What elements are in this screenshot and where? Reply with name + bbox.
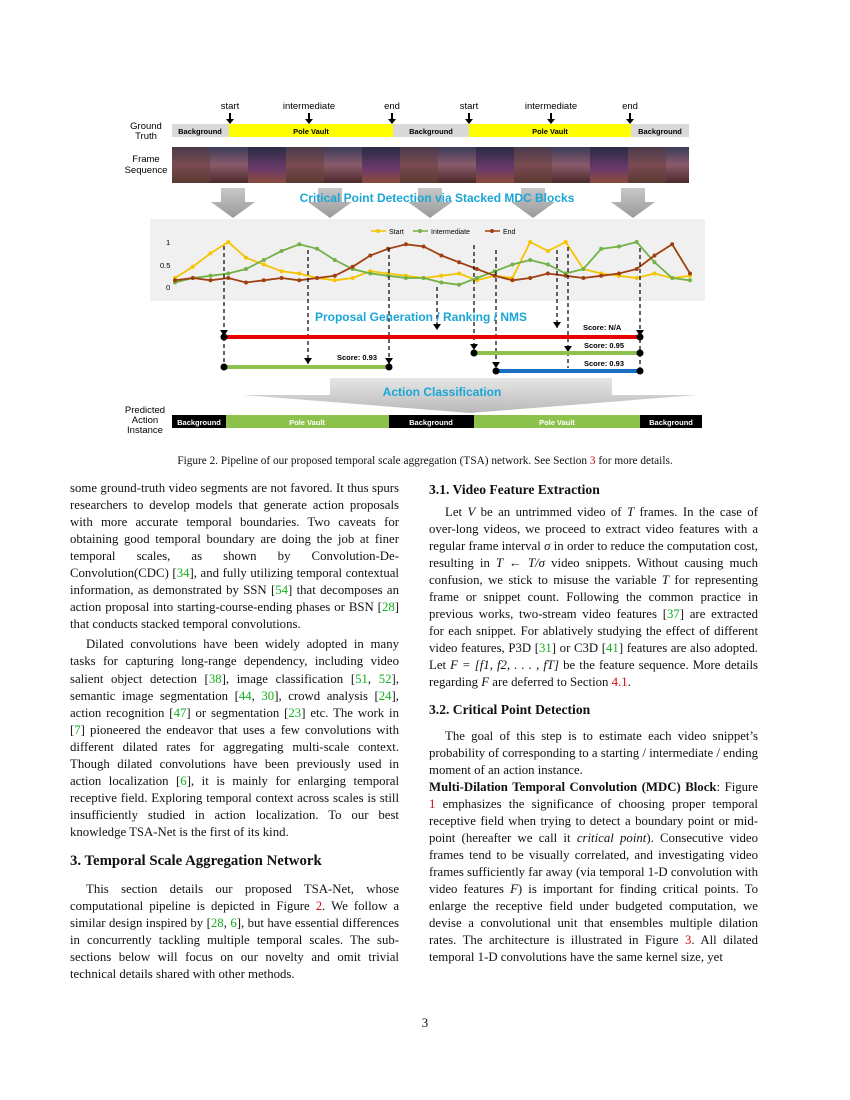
data-point-end [457,260,461,264]
citation-link[interactable]: 38 [208,671,222,686]
data-point-end [670,242,674,246]
data-point-start [209,251,213,255]
data-point-end [244,281,248,285]
data-point-end [404,242,408,246]
proposal-endpoint [637,334,644,341]
data-point-end [688,272,692,276]
pred-label: Pole Vault [539,418,575,427]
data-point-intermediate [422,276,426,280]
down-arrow-icon [470,344,478,350]
page-number: 3 [421,1016,429,1030]
citation-link[interactable]: 34 [176,566,190,581]
pred-label: Pole Vault [289,418,325,427]
video-frame [514,147,552,183]
data-point-end [315,276,319,280]
video-frame [324,147,362,183]
data-point-intermediate [617,245,621,249]
pred-label: Background [177,418,221,427]
data-point-intermediate [244,267,248,271]
data-point-intermediate [510,263,514,267]
video-frame [362,147,400,183]
row-label-action: Action [131,415,159,426]
video-frame [400,147,438,183]
data-point-end [528,276,532,280]
data-point-end [297,278,301,282]
data-point-end [617,272,621,276]
data-point-intermediate [404,276,408,280]
citation-link[interactable]: 7 [74,722,81,737]
down-arrow-icon [547,119,555,124]
citation-link[interactable]: 54 [275,583,289,598]
row-label-instance: Instance [127,425,163,436]
data-point-end [599,274,603,278]
data-point-end [510,278,514,282]
gt-label: Background [638,127,682,136]
proposal-score: Score: 0.93 [584,359,625,368]
data-point-end [226,276,230,280]
data-point-end [333,274,337,278]
y-tick-label: 0.5 [160,261,171,270]
subsection-heading: 3.2. Critical Point Detection [429,701,591,717]
pred-label: Background [649,418,693,427]
video-frame [590,147,628,183]
data-point-start [262,263,266,267]
gt-label: Background [409,127,453,136]
gt-label: Background [178,127,222,136]
data-point-start [280,269,284,273]
data-point-intermediate [581,267,585,271]
citation-link[interactable]: 24 [378,688,392,703]
citation-link[interactable]: 47 [173,705,187,720]
data-point-intermediate [439,281,443,285]
down-arrow-icon [305,119,313,124]
data-point-start [333,278,337,282]
caption-text: Figure 2. Pipeline of our proposed temporal scale aggregation (TSA) network. See Section [177,455,590,467]
data-point-intermediate [599,247,603,251]
data-point-end [439,254,443,258]
connector-arrowheads [220,322,644,368]
data-point-start [653,272,657,276]
video-frame [552,147,590,183]
data-point-intermediate [670,276,674,280]
data-point-intermediate [368,272,372,276]
legend-marker-end [490,229,494,233]
figure-link[interactable]: 1 [429,796,436,811]
data-point-start [244,256,248,260]
data-point-intermediate [333,258,337,262]
marker-label: start [220,101,240,112]
data-point-intermediate [635,240,639,244]
data-point-end [635,267,639,271]
predicted-bar [172,415,702,428]
data-point-end [209,278,213,282]
down-arrow-icon [553,322,561,328]
gray-arrow-icon [211,188,255,218]
down-arrow-icon [626,119,634,124]
paragraph: The goal of this step is to estimate each video snippet’s probability of corresponding to a starting / intermediate / ending moment of an action instance. [429,728,758,777]
video-frame [248,147,286,183]
down-arrow-icon [492,362,500,368]
row-label-predicted: Predicted [124,405,166,416]
citation-link[interactable]: 52 [378,671,392,686]
data-point-start [191,265,195,269]
data-point-start [457,272,461,276]
data-point-intermediate [315,247,319,251]
ground-truth-bar [172,124,689,137]
legend-label: Intermediate [431,229,470,236]
caption-text: for more details. [595,455,673,467]
proposal-endpoint [386,364,393,371]
proposal-score: Score: 0.93 [337,353,378,362]
down-arrow-icon [465,119,473,124]
marker-label: intermediate [524,101,578,112]
down-arrow-icon [433,324,441,330]
data-point-end [191,276,195,280]
data-point-end [564,274,568,278]
down-arrow-icon [226,119,234,124]
paragraph: Multi-Dilation Temporal Convolution (MDC) Block: Figure 1 emphasizes the significance of choosing proper temporal receptive field when trying to detect a boundary point or mid-point (hereafter we call it critical point). Consecutive video frames tend to be visually correlated, and investigating video frames sufficiently far away (via temporal 1-D convolution with video features F) is important for finding critical points. To enlarge the receptive field under budgeted computation, we devise a convolutional unit that ensembles multiple dilation rates. The architecture is illustrated in Figure 3. All dilated temporal 1-D convolutions have the same kernel size, yet [429,779,759,965]
marker-label: end [384,101,400,112]
row-label-truth: Truth [135,131,157,142]
proposal-endpoint [221,364,228,371]
data-point-end [351,265,355,269]
y-tick-label: 1 [166,238,171,247]
figure-caption [70,453,780,469]
data-point-intermediate [653,260,657,264]
figure-link[interactable]: 3 [684,933,692,948]
data-point-end [173,278,177,282]
data-point-end [368,254,372,258]
legend-label: End [503,229,516,236]
proposal-score: Score: 0.95 [584,341,625,350]
video-frame [286,147,324,183]
gt-label: Pole Vault [532,127,568,136]
proposal-endpoint [471,350,478,357]
stage-label-classification: Action Classification [382,385,502,399]
down-arrow-icon [304,358,312,364]
section-heading: 3. Temporal Scale Aggregation Network [70,852,322,869]
data-point-end [280,276,284,280]
citation-link[interactable]: 41 [606,641,619,656]
y-tick-label: 0 [166,283,171,292]
citation-link[interactable]: 30 [261,688,275,703]
down-arrow-icon [388,119,396,124]
data-point-intermediate [209,274,213,278]
stage-label-proposal: Proposal Generation / Ranking / NMS [314,310,528,324]
citation-link[interactable]: 23 [288,705,302,720]
marker-label: start [459,101,479,112]
figure-link[interactable]: 2 [315,899,323,914]
video-frame [628,147,666,183]
data-point-intermediate [546,263,550,267]
video-frame [438,147,476,183]
proposal-endpoint [637,350,644,357]
row-label-sequence: Sequence [124,165,168,176]
legend-label: Start [389,229,404,236]
paragraph: Dilated convolutions have been widely adopted in many tasks for capturing long-range dependency, including video salient object detection [38], image classification [51, 52], semantic image segmentation [44, 30], crowd analysis [24], action recognition [47] or segmentation [23] etc. The work in [7] pioneered the endeavor that uses a few convolutions with different dilated rates for aggregating multi-scale context. Though dilated convolutions have been previously used in action localization [6], it is mainly for enlarging temporal receptive field. Exploring temporal context across scales is still insufficiently studied in action localization. To our best knowledge TSA-Net is the first of its kind. [70,637,400,839]
data-point-end [581,276,585,280]
paragraph: This section details our proposed TSA-Net, whose computational pipeline is depicted in Figure 2. We follow a similar design inspired by [28, 6], but have essential differences in concurrently tackling multiple temporal scales. The sub-sections below will focus on our novelty and omit trivial technical details shared with other methods. [70,881,400,982]
proposals [221,323,644,375]
gt-label: Pole Vault [293,127,329,136]
citation-link[interactable]: 28 [381,600,395,615]
paragraph: some ground-truth video segments are not favored. It thus spurs researchers to develop models that generate action proposals with more accurate temporal boundaries. Two caveats for obtaining good temporal boundary are doing the job at finer temporal scales, as shown by Convolution-De-Convolution(CDC) [34], and fully utilizing temporal contextual information, as demonstrated by SSN [54] that decomposes an action proposal into starting-course-ending phases or BSN [28] that conducts stacked temporal convolutions. [70,481,399,632]
data-point-start [635,276,639,280]
data-point-intermediate [528,258,532,262]
data-point-intermediate [457,283,461,287]
data-point-start [439,274,443,278]
frame-sequence [172,147,689,183]
data-point-intermediate [280,249,284,253]
data-point-intermediate [297,242,301,246]
section-link[interactable]: 3 [589,455,596,467]
video-frame [172,147,210,183]
data-point-intermediate [262,258,266,262]
data-point-start [226,240,230,244]
data-point-end [546,272,550,276]
data-point-start [297,272,301,276]
data-point-start [546,249,550,253]
data-point-intermediate [475,276,479,280]
legend-marker-start [376,229,380,233]
marker-row [221,101,638,124]
stage-label-critical: Critical Point Detection via Stacked MDC Blocks [299,191,575,205]
down-arrow-icon [385,358,393,364]
data-point-end [262,278,266,282]
citation-link[interactable]: 28 [210,916,224,931]
citation-link[interactable]: 51 [355,671,368,686]
citation-link[interactable]: 31 [539,641,552,656]
citation-link[interactable]: 37 [666,607,680,622]
gray-arrow-icon [611,188,655,218]
proposal-endpoint [221,334,228,341]
video-frame [210,147,248,183]
data-point-start [528,240,532,244]
paragraph: Let V be an untrimmed video of T frames. In the case of over-long videos, we proceed to extract video features with a regular frame interval σ in order to reduce the computation cost, resulting in T ← T/σ video snippets. Without causing much confusion, we stick to misuse the variable T for representing frame or snippet count. Following the common practice in previous works, two-stream video features [37] are extracted for each snippet. For ablatively studying the effect of different video features, P3D [31] or C3D [41] features are also adopted. Let F = [f1, f2, . . . , fT] be the feature sequence. More details regarding F are deferred to Section 4.1. [429,505,758,690]
proposal-endpoint [637,368,644,375]
video-frame [666,147,689,183]
left-column [70,480,399,983]
citation-link[interactable]: 44 [238,688,252,703]
legend-marker-intermediate [418,229,422,233]
row-label-ground: Ground [130,121,162,132]
data-point-end [653,254,657,258]
marker-label: intermediate [282,101,336,112]
proposal-score: Score: N/A [583,323,622,332]
data-point-start [564,240,568,244]
marker-label: end [622,101,638,112]
proposal-endpoint [493,368,500,375]
citation-link[interactable]: 6 [230,916,237,931]
data-point-start [351,276,355,280]
citation-link[interactable]: 6 [180,773,187,788]
data-point-intermediate [688,278,692,282]
data-point-end [475,267,479,271]
data-point-end [422,245,426,249]
pred-label: Background [409,418,453,427]
right-column [429,480,758,966]
subsection-heading: 3.1. Video Feature Extraction [429,482,600,497]
section-link[interactable]: 4.1 [611,675,628,690]
data-point-intermediate [226,272,230,276]
video-frame [476,147,514,183]
pipeline-figure [0,0,850,450]
row-label-frame: Frame [132,154,160,165]
